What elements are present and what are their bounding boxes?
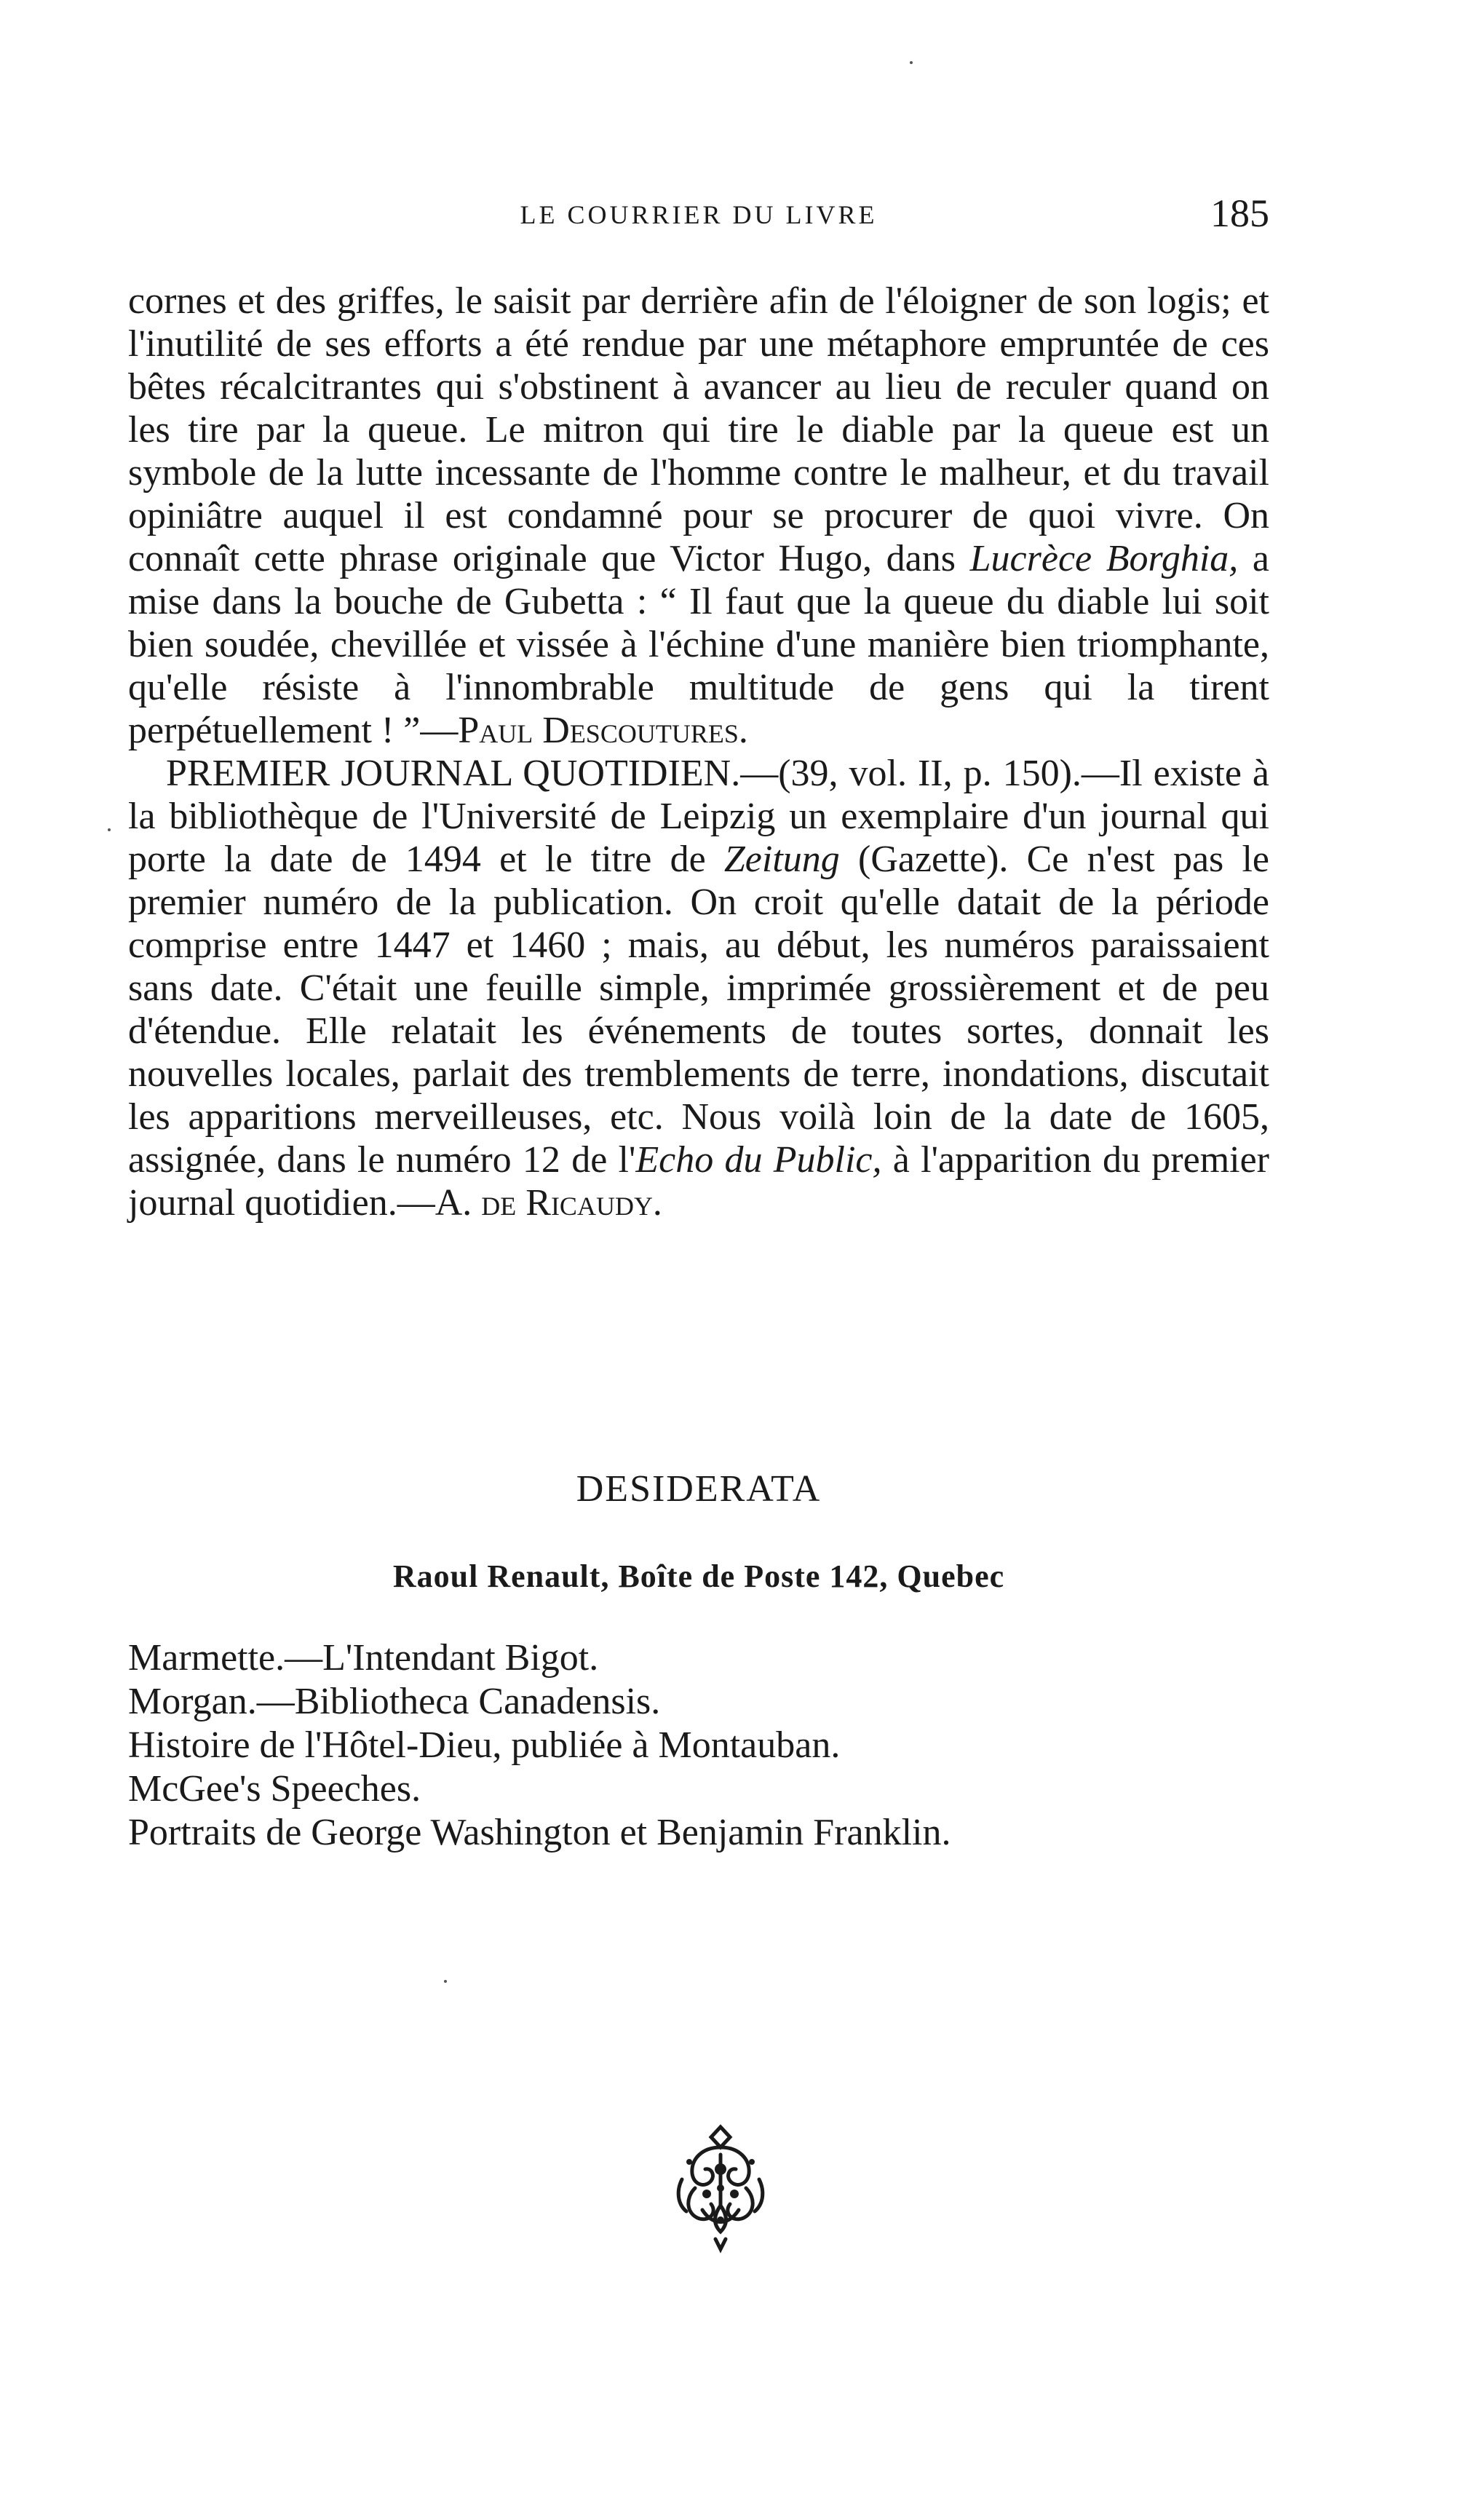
ornament-graphic: [673, 2118, 768, 2256]
entry-heading: PREMIER JOURNAL QUOTIDIEN.: [166, 753, 741, 794]
italic-title: Echo du Public,: [635, 1139, 882, 1181]
floral-ornament-icon: [673, 2118, 768, 2256]
list-item: Portraits de George Washington et Benjamin Franklin.: [128, 1812, 951, 1853]
list-item: Marmette.—L'Intendant Bigot.: [128, 1637, 599, 1679]
author-signature: Paul Descoutures.: [458, 710, 748, 751]
paragraph-diable: [128, 280, 1269, 752]
paragraph-text: à l'apparition du premier journal quotidien.—: [128, 1139, 1269, 1224]
italic-title: Lucrèce Borghia,: [969, 538, 1239, 579]
desiderata-list: [128, 1636, 1269, 1855]
running-head: [128, 191, 1269, 242]
print-speck: [108, 828, 111, 831]
page-number: 185: [1210, 191, 1269, 235]
paragraph-text: (Gazette). Ce n'est pas le premier numéro de la publication. On croit qu'elle datait de la période comprise entre 1447 et 1460 ; mais, au début, les numéros paraissaient sans date. C'était une feuille simple, imprimée grossièrement et de peu d'étendue. Elle relatait les événements de toutes sortes, donnait les nouvelles locales, parlait des tremblements de terre, inondations, discutait les apparitions merveilleuses, etc. Nous voilà loin de la date de 1605, assignée, dans le numéro 12 de l': [128, 839, 1269, 1181]
paragraph-premier-journal: [128, 752, 1269, 1224]
running-title: LE COURRIER DU LIVRE: [520, 200, 878, 229]
paragraph-text: cornes et des griffes, le saisit par derrière afin de l'éloigner de son logis; et l'inutilité de ses efforts a été rendue par une métaphore empruntée de ces bêtes récalcitrantes qui s'obstinent à avancer au lieu de reculer quand on les tire par la queue. Le mitron qui tire le diable par la queue est un symbole de la lutte incessante de l'homme contre le malheur, et du travail opiniâtre auquel il est condamné pour se procurer de quoi vivre. On connaît cette phrase originale que Victor Hugo, dans: [128, 280, 1269, 579]
list-item: McGee's Speeches.: [128, 1768, 421, 1810]
print-speck: [910, 61, 913, 64]
italic-title: Zeitung: [723, 839, 840, 880]
body-text: [128, 280, 1269, 1224]
list-item: Histoire de l'Hôtel-Dieu, publiée à Montauban.: [128, 1724, 841, 1766]
paragraph-text: —(39, vol. II, p. 150).—Il existe à la bibliothèque de l'Université de Leipzig un exemplaire d'un journal qui porte la date de 1494 et le titre de: [128, 753, 1269, 880]
author-signature: A. de Ricaudy.: [435, 1182, 662, 1224]
paragraph-text: a mise dans la bouche de Gubetta : “ Il faut que la queue du diable lui soit bien soudée, chevillée et vissée à l'échine d'une manière bien triomphante, qu'elle résiste à l'innombrable multitude de gens qui la tirent perpétuellement ! ”—: [128, 538, 1269, 751]
list-item: Morgan.—Bibliotheca Canadensis.: [128, 1681, 661, 1722]
section-subheading: Raoul Renault, Boîte de Poste 142, Quebec: [392, 1558, 1005, 1594]
print-speck: [444, 1980, 447, 1983]
section-heading: DESIDERATA: [576, 1468, 822, 1510]
